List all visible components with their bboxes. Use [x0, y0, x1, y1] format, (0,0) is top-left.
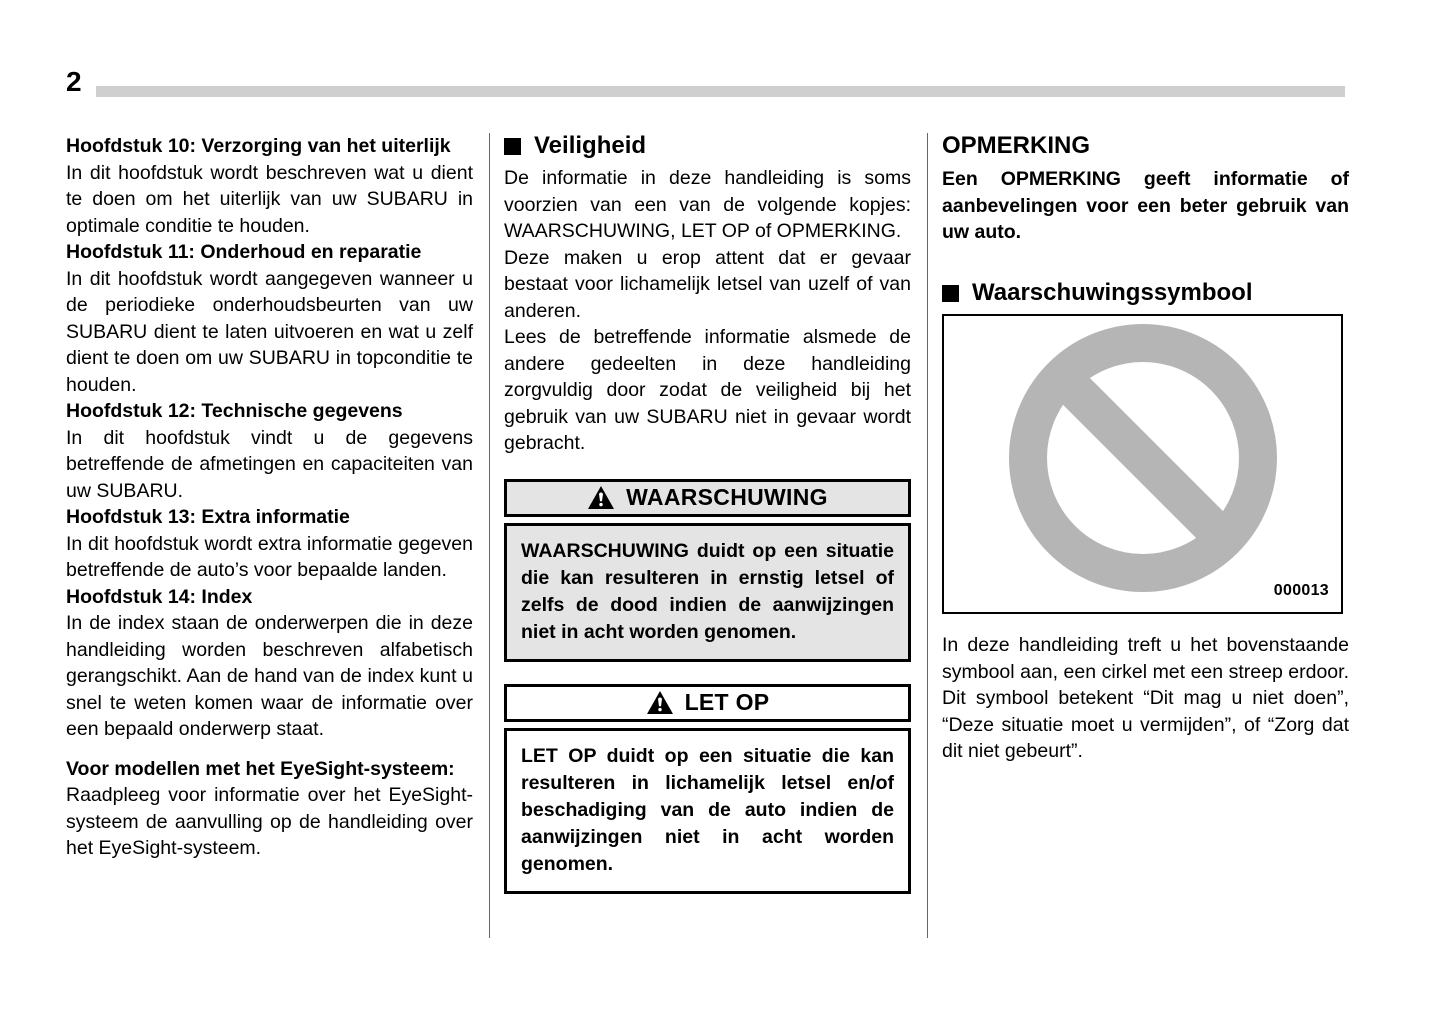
chapter-heading-12: Hoofdstuk 12: Technische gegevens [66, 400, 403, 422]
chapter-text-10: In dit hoofdstuk wordt beschreven wat u dient te doen om het uiterlijk van uw SUBARU in optimale conditie te houden. [66, 161, 473, 237]
caution-alert-body-text: LET OP duidt op een situatie die kan resulteren in lichamelijk letsel en/of beschadiging van de auto indien de aanwijzingen niet in acht worden genomen. [521, 744, 894, 875]
column-divider-1 [489, 133, 490, 938]
chapter-text-11: In dit hoofdstuk wordt aangegeven wanneer u de periodieke onderhoudsbeurten van uw SUBARU dient te laten uitvoeren en wat u zelf dient te doen om uw SUBARU in topconditie te houden. [66, 267, 473, 396]
warning-alert-body-text: WAARSCHUWING duidt op een situatie die kan resulteren in ernstig letsel of zelfs de dood indien de aanwijzingen niet in acht worden genomen. [521, 539, 894, 643]
chapter-text-12: In dit hoofdstuk vindt u de gegevens betreffende de afmetingen en capaciteiten van uw SUBARU. [66, 426, 473, 502]
caution-alert-title-label: LET OP [684, 689, 770, 716]
section-heading-waarschuwingssymbool [942, 280, 1349, 306]
section-heading-label: Veiligheid [534, 132, 647, 159]
safety-paragraph-2: Deze maken u erop attent dat er gevaar bestaat voor lichamelijk letsel van uzelf of van anderen. [504, 246, 911, 322]
eyesight-heading: Voor modellen met het EyeSight-systeem: [66, 757, 455, 780]
safety-paragraph-3: Lees de betreffende informatie alsmede de andere gedeelten in deze handleiding zorgvuldig door zodat de veiligheid bij het gebruik van uw SUBARU niet in gevaar wordt gebracht. [504, 326, 911, 455]
caution-alert-body [504, 728, 911, 894]
chapter-heading-11: Hoofdstuk 11: Onderhoud en reparatie [66, 241, 422, 263]
figure-id-label: 000013 [1273, 582, 1329, 600]
square-bullet-icon [942, 285, 959, 302]
figure-caption-text: In deze handleiding treft u het bovenstaande symbool aan, een cirkel met een streep erdoor. Dit symbool betekent “Dit mag u niet doen”, “Deze situatie moet u vermijden”, of “Zorg dat dit niet gebeurt”. [942, 634, 1349, 763]
symbol-section-heading-label: Waarschuwingssymbool [972, 278, 1253, 306]
caution-alert-title-bar [504, 684, 911, 722]
warning-alert-title-bar [504, 479, 911, 517]
caution-alert-block [504, 684, 911, 894]
chapter-heading-14: Hoofdstuk 14: Index [66, 585, 253, 608]
column-1 [66, 133, 473, 862]
column-2 [504, 133, 911, 894]
warning-alert-title-label: WAARSCHUWING [626, 484, 828, 511]
section-heading-veiligheid [504, 133, 911, 159]
chapter-text-13: In dit hoofdstuk wordt extra informatie gegeven betreffende de auto’s voor bepaalde landen. [66, 532, 473, 581]
paragraph-spacer [66, 743, 473, 756]
chapter-heading-13: Hoofdstuk 13: Extra informatie [66, 506, 350, 528]
page-content [0, 133, 1445, 943]
note-heading: OPMERKING [942, 132, 1091, 159]
prohibition-circle-slash-icon [1009, 324, 1277, 592]
header-rule [96, 86, 1345, 97]
section-spacer [942, 246, 1349, 280]
square-bullet-icon [504, 138, 521, 155]
page-number: 2 [66, 66, 82, 97]
note-body-text: Een OPMERKING geeft informatie of aanbevelingen voor een beter gebruik van uw auto. [942, 168, 1349, 244]
chapter-heading-10: Hoofdstuk 10: Verzorging van het uiterlijk [66, 135, 451, 157]
safety-paragraph-1: De informatie in deze handleiding is soms voorzien van een van de volgende kopjes: WAARSCHUWING, LET OP of OPMERKING. [504, 167, 911, 243]
eyesight-text: Raadpleeg voor informatie over het EyeSight-systeem de aanvulling op de handleiding over het EyeSight-systeem. [66, 784, 473, 859]
chapter-text-14: In de index staan de onderwerpen die in deze handleiding worden beschreven alfabetisch gerangschikt. Aan de hand van de index kunt u snel te weten komen waar de informatie over een bepaald onderwerp staat. [66, 612, 473, 740]
warning-alert-body [504, 523, 911, 662]
column-3 [942, 133, 1349, 765]
warning-alert-block [504, 479, 911, 662]
warning-triangle-icon [587, 485, 615, 510]
column-divider-2 [927, 133, 928, 938]
prohibition-symbol-figure [942, 314, 1343, 614]
page-header [0, 0, 1445, 110]
warning-triangle-icon [646, 690, 674, 715]
